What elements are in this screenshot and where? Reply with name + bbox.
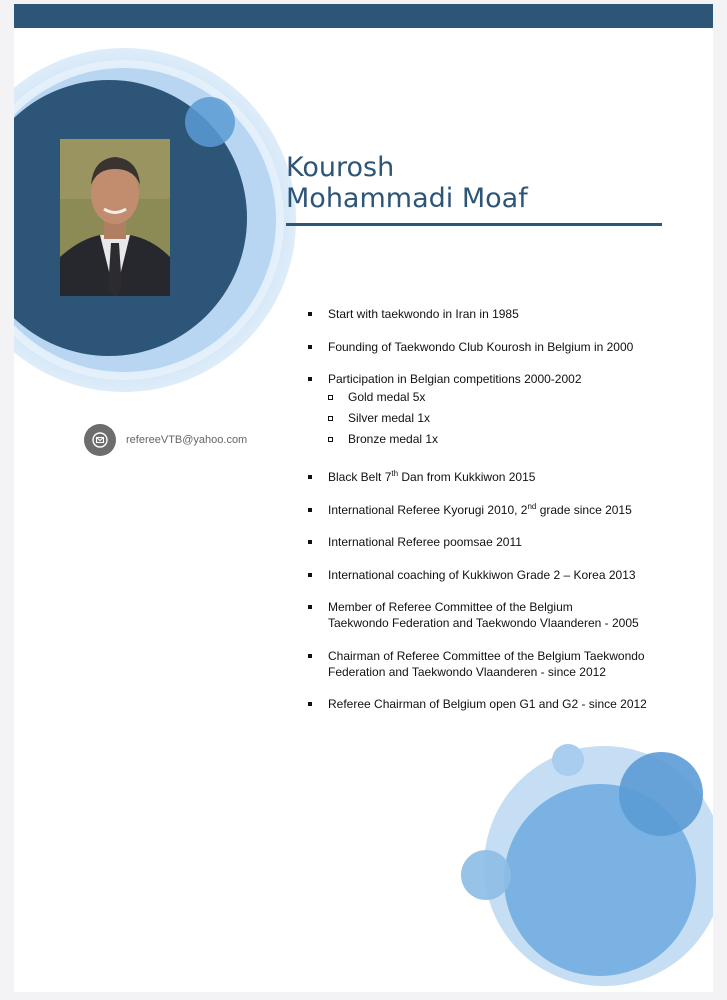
person-name (286, 152, 528, 214)
achievements-list (308, 306, 708, 729)
list-item: Chairman of Referee Committee of the Belgium Taekwondo Federation and Taekwondo Vlaanderen - since 2012 (308, 648, 708, 680)
medal-sublist (328, 387, 708, 450)
upper-right-bubble (619, 752, 703, 836)
sub-list-item: Gold medal 5x (328, 387, 708, 408)
list-item: Member of Referee Committee of the Belgium Taekwondo Federation and Taekwondo Vlaanderen - 2005 (308, 599, 708, 631)
mail-icon (84, 424, 116, 456)
list-item: Black Belt 7th Dan from Kukkiwon 2015 (308, 469, 708, 485)
profile-photo (60, 139, 170, 296)
email-text[interactable]: refereeVTB@yahoo.com (126, 434, 248, 446)
list-item: International Referee Kyorugi 2010, 2nd grade since 2015 (308, 502, 708, 518)
tiny-bubble (552, 744, 584, 776)
list-item: Referee Chairman of Belgium open G1 and G2 - since 2012 (308, 696, 708, 712)
small-blue-bubble (185, 97, 235, 147)
list-item: Start with taekwondo in Iran in 1985 (308, 306, 708, 322)
portrait-icon (60, 139, 170, 296)
cv-page (14, 4, 713, 992)
sub-list-item: Silver medal 1x (328, 408, 708, 429)
list-item: Participation in Belgian competitions 2000-2002 Gold medal 5x Silver medal 1x Bronze medal 1x (308, 371, 708, 450)
list-item: International Referee poomsae 2011 (308, 534, 708, 550)
list-item: International coaching of Kukkiwon Grade 2 – Korea 2013 (308, 567, 708, 583)
first-name: Kourosh (286, 152, 395, 183)
sub-list-item: Bronze medal 1x (328, 429, 708, 450)
name-underline (286, 223, 662, 226)
left-bubble (461, 850, 511, 900)
last-name: Mohammadi Moaf (286, 183, 528, 214)
contact-email[interactable] (84, 424, 247, 456)
list-item: Founding of Taekwondo Club Kourosh in Belgium in 2000 (308, 339, 708, 355)
